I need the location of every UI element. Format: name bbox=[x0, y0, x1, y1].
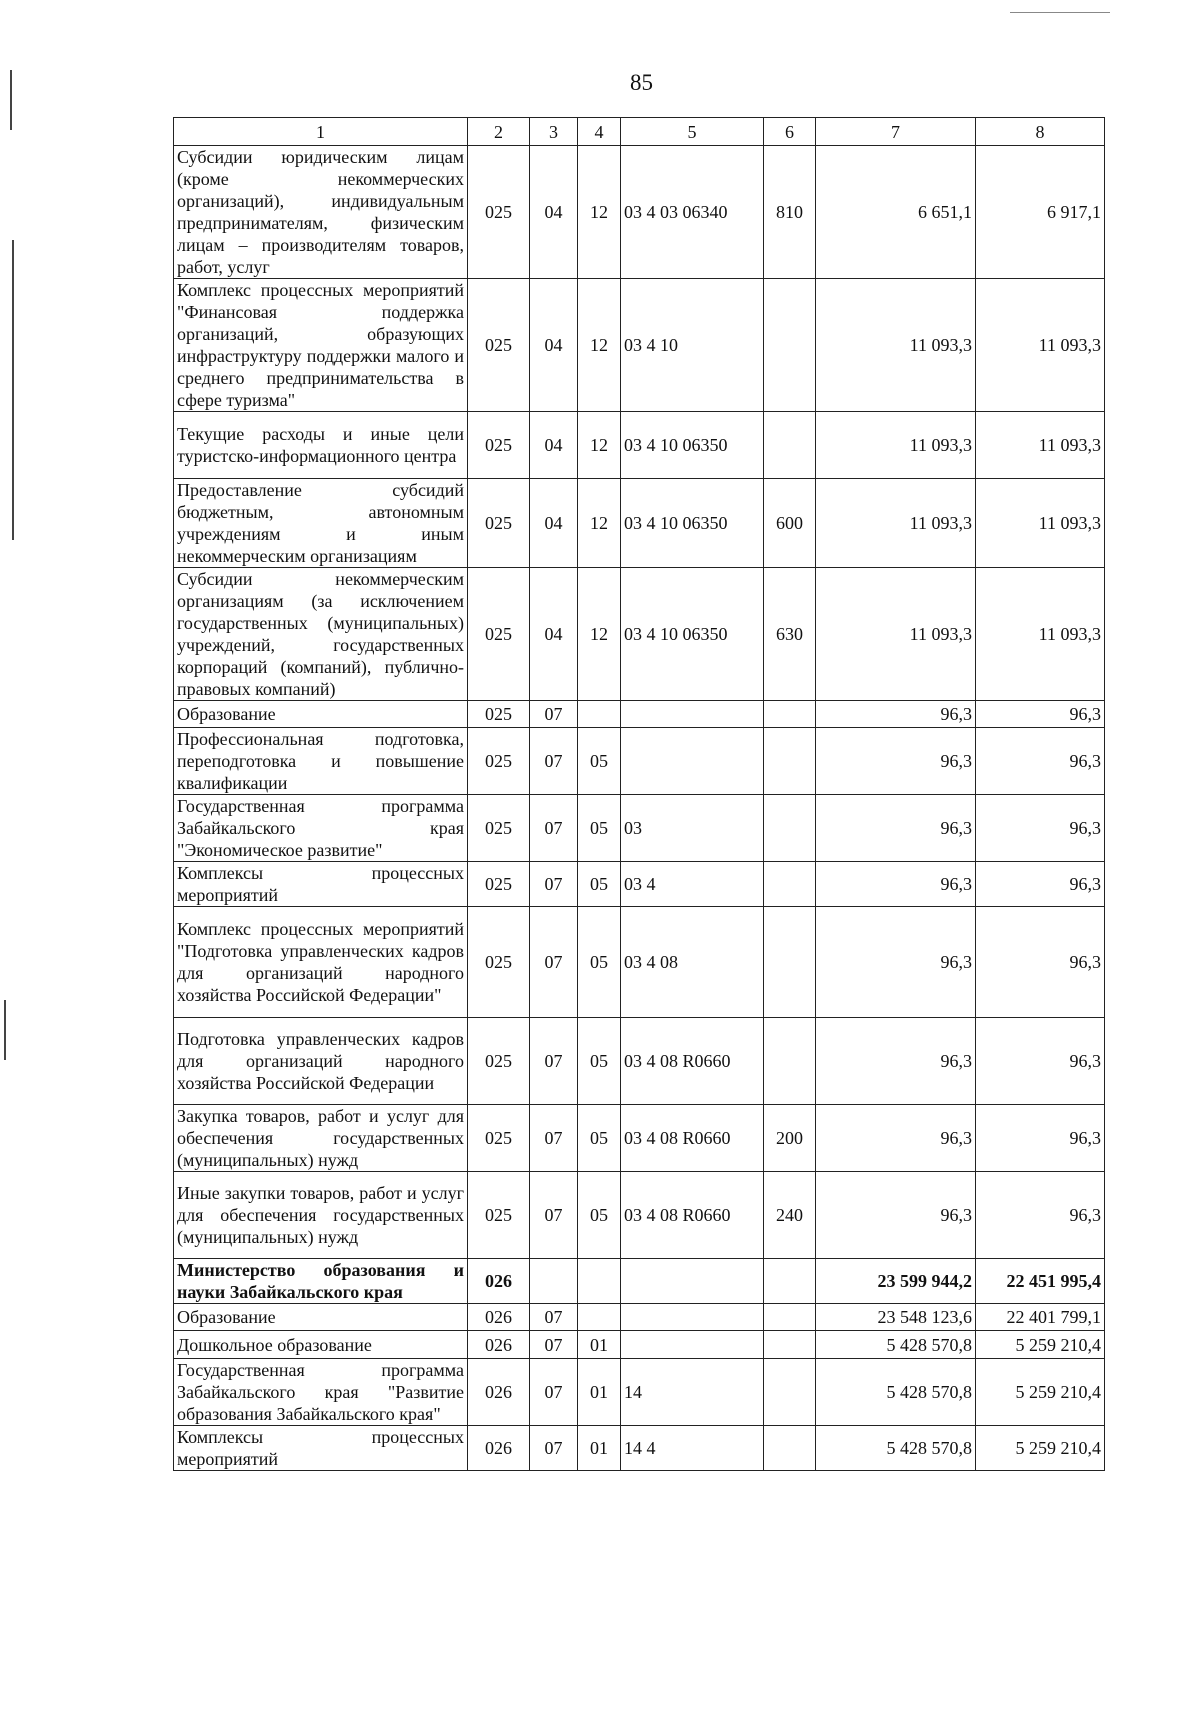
target-article-code bbox=[621, 1331, 764, 1359]
amount-year-1: 96,3 bbox=[816, 728, 976, 795]
amount-year-1: 96,3 bbox=[816, 907, 976, 1018]
section-code: 07 bbox=[530, 1172, 578, 1259]
expense-type-code: 630 bbox=[764, 568, 816, 701]
amount-year-2: 96,3 bbox=[976, 862, 1105, 907]
amount-year-2: 96,3 bbox=[976, 1172, 1105, 1259]
amount-year-2: 5 259 210,4 bbox=[976, 1426, 1105, 1471]
target-article-code: 03 bbox=[621, 795, 764, 862]
amount-year-1: 96,3 bbox=[816, 1105, 976, 1172]
subsection-code: 05 bbox=[578, 862, 621, 907]
header-cell: 6 bbox=[764, 118, 816, 146]
amount-year-2: 11 093,3 bbox=[976, 568, 1105, 701]
amount-year-2: 6 917,1 bbox=[976, 146, 1105, 279]
target-article-code: 14 bbox=[621, 1359, 764, 1426]
subsection-code: 12 bbox=[578, 479, 621, 568]
ministry-code: 025 bbox=[468, 907, 530, 1018]
amount-year-2: 22 401 799,1 bbox=[976, 1304, 1105, 1331]
subsection-code: 05 bbox=[578, 1172, 621, 1259]
section-code: 07 bbox=[530, 795, 578, 862]
item-name: Образование bbox=[174, 1304, 468, 1331]
table-row bbox=[174, 1426, 1105, 1471]
item-name: Комплексы процессных мероприятий bbox=[174, 862, 468, 907]
amount-year-1: 6 651,1 bbox=[816, 146, 976, 279]
section-code: 04 bbox=[530, 479, 578, 568]
target-article-code bbox=[621, 1304, 764, 1331]
subsection-code bbox=[578, 1259, 621, 1304]
subsection-code: 05 bbox=[578, 907, 621, 1018]
subsection-code bbox=[578, 1304, 621, 1331]
section-code: 04 bbox=[530, 146, 578, 279]
section-code: 07 bbox=[530, 862, 578, 907]
ministry-code: 025 bbox=[468, 279, 530, 412]
expense-type-code: 200 bbox=[764, 1105, 816, 1172]
ministry-code: 025 bbox=[468, 1172, 530, 1259]
expense-type-code bbox=[764, 279, 816, 412]
amount-year-1: 11 093,3 bbox=[816, 412, 976, 479]
budget-table bbox=[173, 117, 1105, 1471]
target-article-code: 03 4 10 06350 bbox=[621, 412, 764, 479]
table-row bbox=[174, 1018, 1105, 1105]
header-cell: 5 bbox=[621, 118, 764, 146]
table-row bbox=[174, 1304, 1105, 1331]
subsection-code: 12 bbox=[578, 568, 621, 701]
subsection-code: 05 bbox=[578, 795, 621, 862]
amount-year-1: 11 093,3 bbox=[816, 279, 976, 412]
amount-year-2: 11 093,3 bbox=[976, 479, 1105, 568]
table-header-row bbox=[174, 118, 1105, 146]
scan-edge-line bbox=[10, 70, 12, 130]
target-article-code: 03 4 10 06350 bbox=[621, 568, 764, 701]
table-row bbox=[174, 146, 1105, 279]
amount-year-2: 11 093,3 bbox=[976, 279, 1105, 412]
target-article-code: 03 4 08 R0660 bbox=[621, 1105, 764, 1172]
item-name: Подготовка управленческих кадров для организаций народного хозяйства Российской Федерации bbox=[174, 1018, 468, 1105]
table-row bbox=[174, 412, 1105, 479]
amount-year-2: 5 259 210,4 bbox=[976, 1331, 1105, 1359]
subsection-code: 05 bbox=[578, 728, 621, 795]
target-article-code bbox=[621, 1259, 764, 1304]
subsection-code: 01 bbox=[578, 1426, 621, 1471]
amount-year-2: 11 093,3 bbox=[976, 412, 1105, 479]
amount-year-2: 96,3 bbox=[976, 907, 1105, 1018]
scan-edge-line bbox=[1010, 12, 1110, 13]
ministry-code: 025 bbox=[468, 479, 530, 568]
item-name: Иные закупки товаров, работ и услуг для обеспечения государственных (муниципальных) нужд bbox=[174, 1172, 468, 1259]
expense-type-code bbox=[764, 1426, 816, 1471]
target-article-code: 03 4 08 R0660 bbox=[621, 1172, 764, 1259]
expense-type-code: 810 bbox=[764, 146, 816, 279]
target-article-code: 03 4 08 bbox=[621, 907, 764, 1018]
table-row bbox=[174, 279, 1105, 412]
ministry-code: 026 bbox=[468, 1259, 530, 1304]
expense-type-code bbox=[764, 1259, 816, 1304]
subsection-code: 12 bbox=[578, 279, 621, 412]
ministry-code: 026 bbox=[468, 1304, 530, 1331]
section-code: 04 bbox=[530, 568, 578, 701]
target-article-code: 03 4 08 R0660 bbox=[621, 1018, 764, 1105]
expense-type-code bbox=[764, 1018, 816, 1105]
item-name: Комплекс процессных мероприятий "Финансовая поддержка организаций, образующих инфраструктуру поддержки малого и среднего предпринимательства в сфере туризма" bbox=[174, 279, 468, 412]
item-name: Текущие расходы и иные цели туристско-информационного центра bbox=[174, 412, 468, 479]
ministry-code: 025 bbox=[468, 568, 530, 701]
item-name: Государственная программа Забайкальского края "Развитие образования Забайкальского края" bbox=[174, 1359, 468, 1426]
amount-year-1: 5 428 570,8 bbox=[816, 1359, 976, 1426]
ministry-code: 025 bbox=[468, 862, 530, 907]
ministry-code: 025 bbox=[468, 1105, 530, 1172]
section-code: 07 bbox=[530, 728, 578, 795]
expense-type-code bbox=[764, 1304, 816, 1331]
header-cell: 1 bbox=[174, 118, 468, 146]
expense-type-code bbox=[764, 412, 816, 479]
section-code: 07 bbox=[530, 1359, 578, 1426]
expense-type-code bbox=[764, 1359, 816, 1426]
item-name: Профессиональная подготовка, переподготовка и повышение квалификации bbox=[174, 728, 468, 795]
target-article-code: 03 4 10 bbox=[621, 279, 764, 412]
amount-year-1: 96,3 bbox=[816, 1018, 976, 1105]
amount-year-2: 96,3 bbox=[976, 1018, 1105, 1105]
item-name: Субсидии юридическим лицам (кроме некоммерческих организаций), индивидуальным предпринимателям, физическим лицам – производителям товаров, работ, услуг bbox=[174, 146, 468, 279]
amount-year-1: 23 599 944,2 bbox=[816, 1259, 976, 1304]
ministry-code: 025 bbox=[468, 1018, 530, 1105]
subsection-code: 01 bbox=[578, 1359, 621, 1426]
item-name: Предоставление субсидий бюджетным, автономным учреждениям и иным некоммерческим организациям bbox=[174, 479, 468, 568]
scan-edge-line bbox=[12, 240, 14, 540]
table-row bbox=[174, 1359, 1105, 1426]
item-name: Закупка товаров, работ и услуг для обеспечения государственных (муниципальных) нужд bbox=[174, 1105, 468, 1172]
amount-year-1: 11 093,3 bbox=[816, 568, 976, 701]
expense-type-code bbox=[764, 701, 816, 728]
section-code: 07 bbox=[530, 1304, 578, 1331]
section-code: 07 bbox=[530, 1105, 578, 1172]
target-article-code: 03 4 bbox=[621, 862, 764, 907]
section-code: 07 bbox=[530, 1331, 578, 1359]
amount-year-1: 96,3 bbox=[816, 1172, 976, 1259]
table-row bbox=[174, 568, 1105, 701]
target-article-code bbox=[621, 728, 764, 795]
page-number: 85 bbox=[630, 70, 653, 95]
table-row bbox=[174, 701, 1105, 728]
item-name: Министерство образования и науки Забайкальского края bbox=[174, 1259, 468, 1304]
table-row bbox=[174, 795, 1105, 862]
ministry-code: 025 bbox=[468, 146, 530, 279]
table-row bbox=[174, 907, 1105, 1018]
item-name: Субсидии некоммерческим организациям (за исключением государственных (муниципальных) учреждений, государственных корпораций (компаний), публично-правовых компаний) bbox=[174, 568, 468, 701]
expense-type-code bbox=[764, 795, 816, 862]
amount-year-1: 5 428 570,8 bbox=[816, 1331, 976, 1359]
amount-year-2: 96,3 bbox=[976, 701, 1105, 728]
amount-year-1: 5 428 570,8 bbox=[816, 1426, 976, 1471]
amount-year-2: 96,3 bbox=[976, 728, 1105, 795]
amount-year-2: 96,3 bbox=[976, 795, 1105, 862]
amount-year-1: 96,3 bbox=[816, 701, 976, 728]
ministry-code: 025 bbox=[468, 728, 530, 795]
section-code: 07 bbox=[530, 1426, 578, 1471]
item-name: Дошкольное образование bbox=[174, 1331, 468, 1359]
target-article-code: 14 4 bbox=[621, 1426, 764, 1471]
amount-year-2: 22 451 995,4 bbox=[976, 1259, 1105, 1304]
ministry-code: 025 bbox=[468, 795, 530, 862]
amount-year-1: 11 093,3 bbox=[816, 479, 976, 568]
section-code: 07 bbox=[530, 907, 578, 1018]
expense-type-code bbox=[764, 1331, 816, 1359]
table-row bbox=[174, 1331, 1105, 1359]
item-name: Комплекс процессных мероприятий "Подготовка управленческих кадров для организаций народного хозяйства Российской Федерации" bbox=[174, 907, 468, 1018]
section-code: 07 bbox=[530, 701, 578, 728]
header-cell: 3 bbox=[530, 118, 578, 146]
ministry-code: 025 bbox=[468, 412, 530, 479]
subsection-code: 05 bbox=[578, 1018, 621, 1105]
table-row bbox=[174, 479, 1105, 568]
target-article-code bbox=[621, 701, 764, 728]
table-row bbox=[174, 1259, 1105, 1304]
expense-type-code: 240 bbox=[764, 1172, 816, 1259]
item-name: Государственная программа Забайкальского края "Экономическое развитие" bbox=[174, 795, 468, 862]
section-code: 04 bbox=[530, 412, 578, 479]
ministry-code: 026 bbox=[468, 1426, 530, 1471]
table-row bbox=[174, 862, 1105, 907]
subsection-code bbox=[578, 701, 621, 728]
subsection-code: 12 bbox=[578, 412, 621, 479]
header-cell: 7 bbox=[816, 118, 976, 146]
section-code: 07 bbox=[530, 1018, 578, 1105]
table-row bbox=[174, 1172, 1105, 1259]
amount-year-1: 96,3 bbox=[816, 795, 976, 862]
section-code bbox=[530, 1259, 578, 1304]
ministry-code: 026 bbox=[468, 1331, 530, 1359]
expense-type-code bbox=[764, 862, 816, 907]
scan-edge-line bbox=[4, 1000, 6, 1060]
item-name: Комплексы процессных мероприятий bbox=[174, 1426, 468, 1471]
table-row bbox=[174, 728, 1105, 795]
target-article-code: 03 4 10 06350 bbox=[621, 479, 764, 568]
ministry-code: 026 bbox=[468, 1359, 530, 1426]
table-row bbox=[174, 1105, 1105, 1172]
header-cell: 8 bbox=[976, 118, 1105, 146]
item-name: Образование bbox=[174, 701, 468, 728]
header-cell: 4 bbox=[578, 118, 621, 146]
subsection-code: 12 bbox=[578, 146, 621, 279]
expense-type-code: 600 bbox=[764, 479, 816, 568]
amount-year-2: 96,3 bbox=[976, 1105, 1105, 1172]
ministry-code: 025 bbox=[468, 701, 530, 728]
expense-type-code bbox=[764, 907, 816, 1018]
header-cell: 2 bbox=[468, 118, 530, 146]
subsection-code: 05 bbox=[578, 1105, 621, 1172]
section-code: 04 bbox=[530, 279, 578, 412]
amount-year-2: 5 259 210,4 bbox=[976, 1359, 1105, 1426]
expense-type-code bbox=[764, 728, 816, 795]
subsection-code: 01 bbox=[578, 1331, 621, 1359]
target-article-code: 03 4 03 06340 bbox=[621, 146, 764, 279]
amount-year-1: 23 548 123,6 bbox=[816, 1304, 976, 1331]
amount-year-1: 96,3 bbox=[816, 862, 976, 907]
